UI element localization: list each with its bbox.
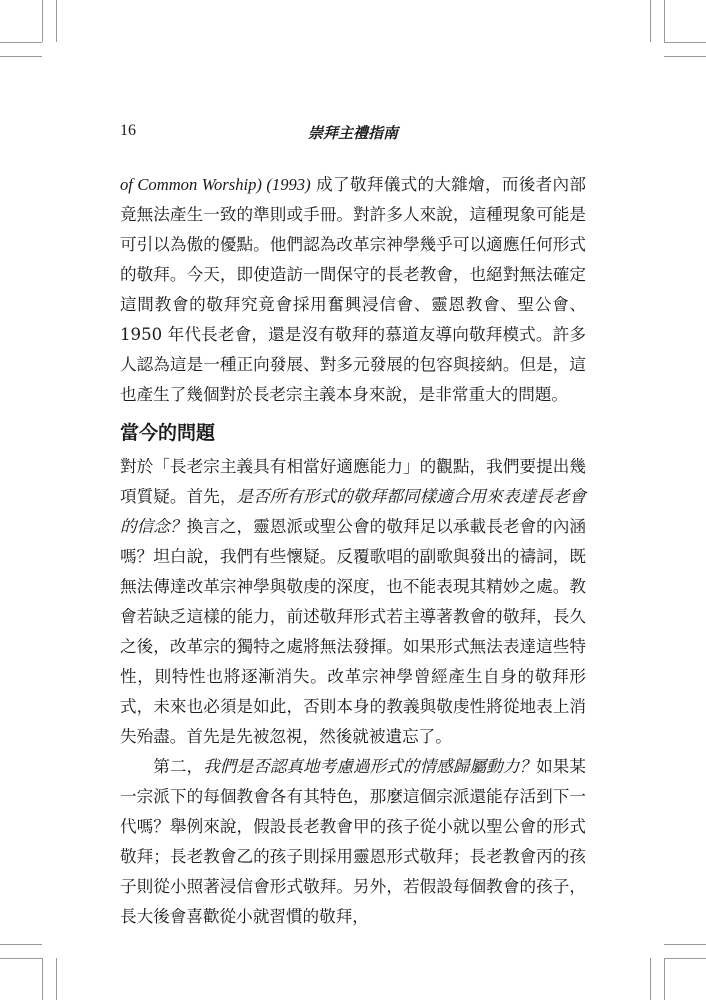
- crop-mark-top-right-v: [664, 0, 665, 42]
- crop-mark-top-right-h: [664, 42, 706, 43]
- paragraph-2-emphasis: 是否所有形式的敬拜都同樣適合用來表達長老會的信念？: [120, 487, 587, 536]
- crop-mark-top-left-v2: [56, 0, 57, 42]
- crop-mark-bottom-left-h: [0, 944, 42, 945]
- paragraph-3: [120, 752, 586, 932]
- crop-mark-bottom-right-h2: [664, 958, 706, 959]
- paragraph-2-after: 換言之，靈恩派或聖公會的敬拜足以承載長老會的內涵嗎？坦白說，我們有些懷疑。反覆歌唱的副歌與發出的禱詞，既無法傳達改革宗神學與敬虔的深度，也不能表現其精妙之處。教會若缺乏這樣的能力，前述敬拜形式若主導著教會的敬拜，長久之後，改革宗的獨特之處將無法發揮。如果形式無法表達這些特性，則特性也將逐漸消失。改革宗神學曾經產生自身的敬拜形式，未來也必須是如此，否則本身的教義與敬虔性將從地表上消失殆盡。首先是先被忽視，然後就被遺忘了。: [120, 517, 587, 746]
- crop-mark-bottom-left-h2: [0, 958, 42, 959]
- crop-mark-top-right-v2: [650, 0, 651, 42]
- paragraph-2-before: 對於「長老宗主義具有相當好適應能力」的觀點，我們要提出幾項質疑。首先，: [120, 457, 586, 506]
- crop-mark-bottom-right-v: [664, 958, 665, 1000]
- crop-mark-top-left-h: [0, 42, 42, 43]
- crop-mark-bottom-right-v2: [650, 958, 651, 1000]
- section-heading: 當今的問題: [120, 422, 216, 444]
- page-header: [120, 122, 586, 144]
- page-number: 16: [120, 122, 136, 139]
- paragraph-3-after: 如果某一宗派下的每個教會各有其特色，那麼這個宗派還能存活到下一代嗎？舉例來說，假設長老教會甲的孩子從小就以聖公會的形式敬拜；長老教會乙的孩子則採用靈恩形式敬拜；長老教會丙的孩子則從小照著浸信會形式敬拜。另外，若假設每個教會的孩子，長大後會喜歡從小就習慣的敬拜，: [120, 757, 587, 926]
- crop-mark-top-right-h2: [664, 56, 706, 57]
- crop-mark-bottom-left-v: [42, 958, 43, 1000]
- book-title-fragment: of Common Worship) (1993): [120, 175, 311, 194]
- paragraph-3-before: 第二，: [153, 757, 204, 776]
- crop-mark-bottom-right-h: [664, 944, 706, 945]
- paragraph-3-emphasis: 我們是否認真地考慮過形式的情感歸屬動力？: [203, 757, 537, 776]
- crop-mark-bottom-left-v2: [56, 958, 57, 1000]
- crop-mark-top-left-h2: [0, 56, 42, 57]
- paragraph-1-text: 成了敬拜儀式的大雜燴，而後者內部竟無法產生一致的準則或手冊。對許多人來說，這種現象可能是可引以為傲的優點。他們認為改革宗神學幾乎可以適應任何形式的敬拜。今天，即使造訪一間保守的長老教會，也絕對無法確定這間教會的敬拜究竟會採用奮興浸信會、靈恩教會、聖公會、1950 年代長老會，還是沒有敬拜的慕道友導向敬拜模式。許多人認為這是一種正向發展、對多元發展的包容與接納。但是，這也產生了幾個對於長老宗主義本身來說，是非常重大的問題。: [120, 175, 586, 404]
- crop-mark-top-left-v: [42, 0, 43, 42]
- paragraph-2: [120, 452, 586, 752]
- page-content: [120, 170, 586, 932]
- running-title: 崇拜主禮指南: [307, 124, 398, 142]
- paragraph-1: [120, 170, 586, 410]
